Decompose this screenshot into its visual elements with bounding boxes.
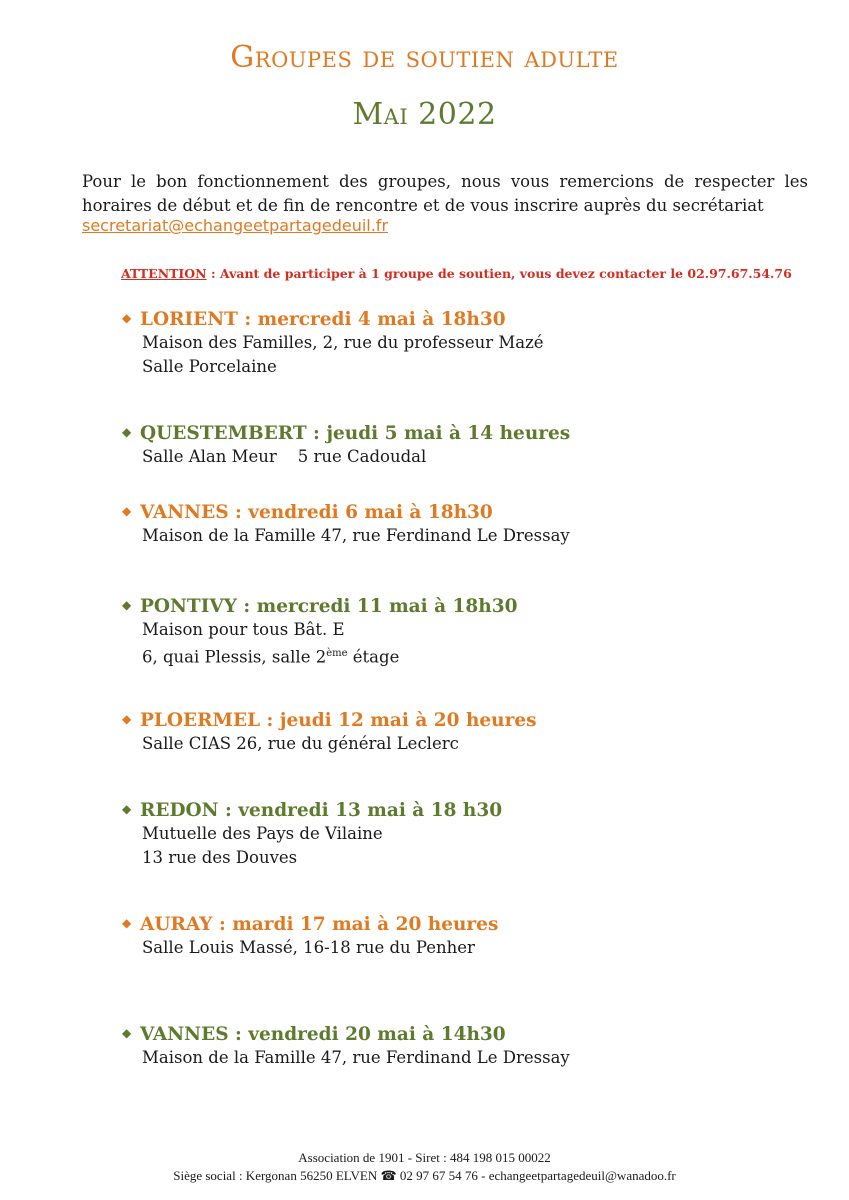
event-item — [122, 796, 502, 870]
event-item — [122, 305, 544, 379]
attention-text: : Avant de participer à 1 groupe de soutien, vous devez contacter le 02.97.67.54.76 — [206, 266, 792, 281]
event-heading — [122, 498, 570, 524]
diamond-bullet-icon: ◆ — [122, 916, 132, 930]
event-address-line: Salle Alan Meur 5 rue Cadoudal — [142, 447, 427, 466]
event-address-text: étage — [347, 647, 400, 667]
diamond-bullet-icon: ◆ — [122, 712, 132, 726]
event-address-line: Maison de la Famille 47, rue Ferdinand Le Dressay — [142, 526, 570, 545]
event-heading-text: LORIENT : mercredi 4 mai à 18h30 — [140, 309, 506, 330]
secretariat-email-link[interactable]: secretariat@echangeetpartagedeuil.fr — [82, 216, 389, 235]
event-heading-text: AURAY : mardi 17 mai à 20 heures — [140, 914, 499, 935]
intro-paragraph: Pour le bon fonctionnement des groupes, nous vous remercions de respecter les horaires de début et de fin de rencontre et de vous inscrire auprès du secrétariat — [82, 172, 808, 215]
event-heading — [122, 419, 570, 445]
page-subtitle: Mai 2022 — [352, 97, 497, 132]
event-item — [122, 910, 498, 960]
event-heading-text: QUESTEMBERT : jeudi 5 mai à 14 heures — [140, 423, 571, 444]
event-heading-text: VANNES : vendredi 6 mai à 18h30 — [140, 502, 493, 523]
event-address-text: 6, quai Plessis, salle 2 — [142, 647, 327, 667]
diamond-bullet-icon: ◆ — [122, 598, 132, 612]
event-heading-text: VANNES : vendredi 20 mai à 14h30 — [140, 1024, 506, 1045]
event-address-line: Maison des Familles, 2, rue du professeur Mazé — [142, 333, 544, 352]
event-address-line: Maison pour tous Bât. E — [142, 620, 345, 639]
event-heading-text: PONTIVY : mercredi 11 mai à 18h30 — [140, 596, 518, 617]
event-address-line — [142, 642, 518, 666]
event-address-line: Maison de la Famille 47, rue Ferdinand Le Dressay — [142, 1048, 570, 1067]
event-heading-text: REDON : vendredi 13 mai à 18 h30 — [140, 800, 503, 821]
event-heading-text: PLOERMEL : jeudi 12 mai à 20 heures — [140, 710, 537, 731]
diamond-bullet-icon: ◆ — [122, 1026, 132, 1040]
event-heading — [122, 1020, 570, 1046]
footer-association-line: Association de 1901 - Siret : 484 198 015 00022 — [298, 1150, 551, 1165]
diamond-bullet-icon: ◆ — [122, 802, 132, 816]
diamond-bullet-icon: ◆ — [122, 425, 132, 439]
diamond-bullet-icon: ◆ — [122, 311, 132, 325]
diamond-bullet-icon: ◆ — [122, 504, 132, 518]
ordinal-superscript: ème — [326, 648, 348, 659]
event-item — [122, 419, 570, 469]
event-item — [122, 706, 537, 756]
event-heading — [122, 910, 498, 936]
event-address-line: Salle CIAS 26, rue du général Leclerc — [142, 734, 459, 753]
event-address-line: Mutuelle des Pays de Vilaine — [142, 824, 383, 843]
event-heading — [122, 796, 502, 822]
attention-notice — [121, 266, 792, 281]
event-address-line: 13 rue des Douves — [142, 848, 298, 867]
attention-label: ATTENTION — [121, 266, 207, 281]
event-heading — [122, 592, 518, 618]
event-heading — [122, 706, 537, 732]
page-title: Groupes de soutien adulte — [230, 40, 619, 75]
event-item — [122, 498, 570, 548]
event-item — [122, 1020, 570, 1070]
event-item — [122, 592, 518, 666]
event-address-line: Salle Porcelaine — [142, 357, 277, 376]
footer-address-line: Siège social : Kergonan 56250 ELVEN ☎ 02 97 67 54 76 - echangeetpartagedeuil@wanadoo.fr — [173, 1168, 676, 1183]
event-address-line: Salle Louis Massé, 16-18 rue du Penher — [142, 938, 475, 957]
event-heading — [122, 305, 544, 331]
